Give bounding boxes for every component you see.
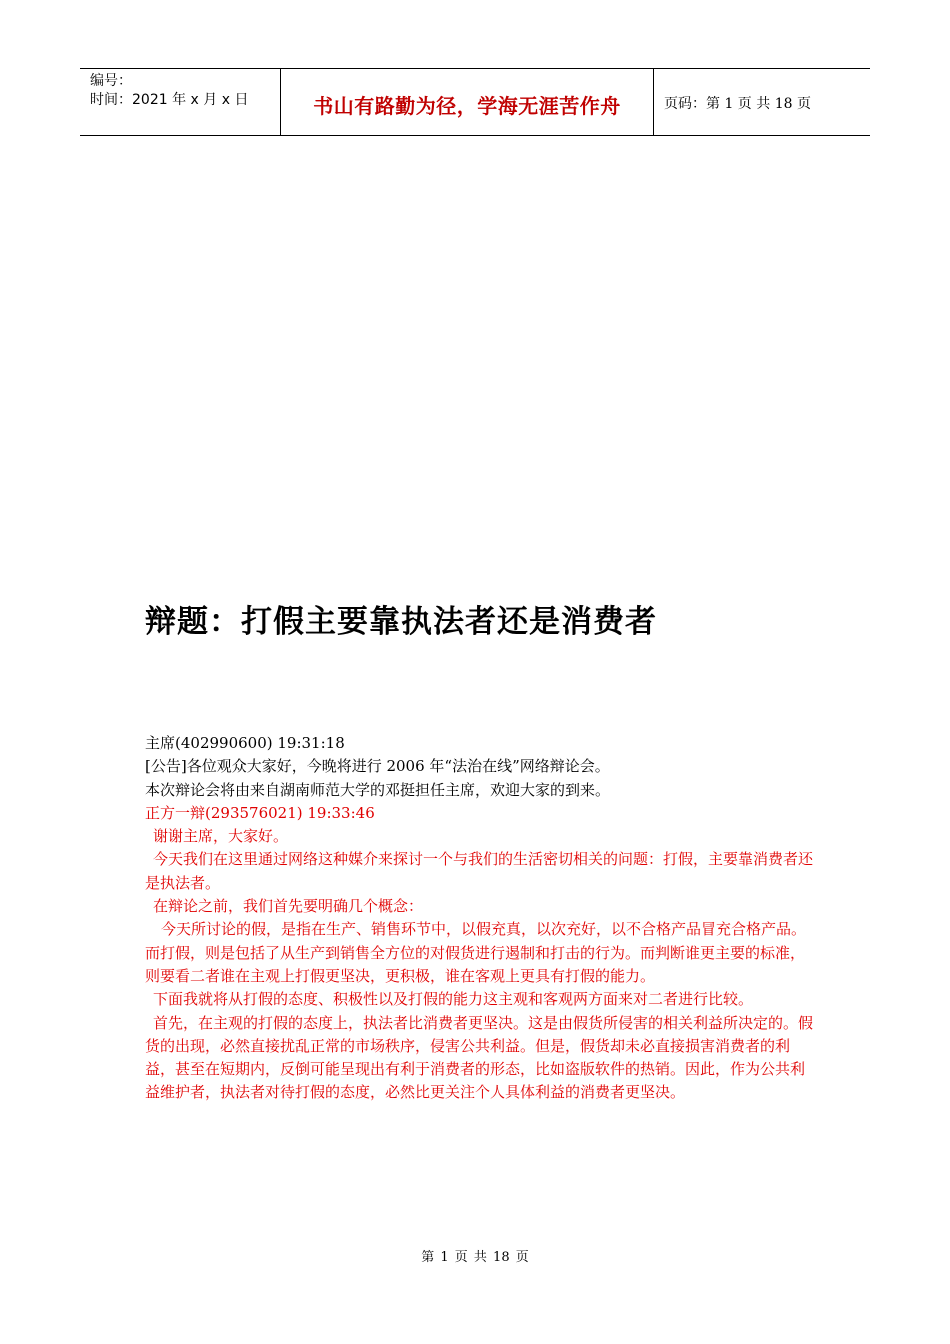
chair-intro-paragraph: 本次辩论会将由来自湖南师范大学的邓挺担任主席，欢迎大家的到来。: [145, 780, 611, 799]
debater-speaker-line: 正方一辩(293576021) 19:33:46: [145, 803, 375, 822]
header-table: [80, 68, 870, 136]
speech-paragraph: 今天我们在这里通过网络这种媒介来探讨一个与我们的生活密切相关的问题：打假，主要靠消费者还是执法者。: [145, 850, 814, 892]
serial-label: 编号：: [90, 73, 132, 89]
announcement-paragraph: [公告]各位观众大家好，今晚将进行 2006 年“法治在线”网络辩论会。: [145, 757, 610, 776]
header-meta-cell: [80, 69, 281, 135]
header-motto: 书山有路勤为径，学海无涯苦作舟: [281, 69, 654, 135]
speech-paragraph: 下面我就将从打假的态度、积极性以及打假的能力这主观和客观两方面来对二者进行比较。: [153, 990, 754, 1009]
header-page-info: 页码：第 1 页 共 18 页: [664, 96, 811, 112]
speech-paragraph: 首先，在主观的打假的态度上，执法者比消费者更坚决。这是由假货所侵害的相关利益所决定的。假货的出现，必然直接扰乱正常的市场秩序，侵害公共利益。但是，假货却未必直接损害消费者的利益，甚至在短期内，反倒可能呈现出有利于消费者的形态，比如盗版软件的热销。因此，作为公共利益维护者，执法者对待打假的态度，必然比更关注个人具体利益的消费者更坚决。: [145, 1013, 814, 1102]
page-title: 辩题：打假主要靠执法者还是消费者: [145, 604, 657, 640]
speech-paragraph: 今天所讨论的假，是指在生产、销售环节中，以假充真，以次充好，以不合格产品冒充合格产品。而打假，则是包括了从生产到销售全方位的对假货进行遏制和打击的行为。而判断谁更主要的标准，则要看二者谁在主观上打假更坚决，更积极，谁在客观上更具有打假的能力。: [145, 920, 807, 985]
speech-paragraph: 在辩论之前，我们首先要明确几个概念：: [153, 897, 424, 916]
speech-paragraph: 谢谢主席，大家好。: [153, 827, 289, 846]
page-footer: 第 1 页 共 18 页: [421, 1250, 529, 1265]
document-body: [145, 732, 815, 1105]
chair-speaker-line: 主席(402990600) 19:31:18: [145, 734, 345, 752]
time-label: 时间：2021 年 x 月 x 日: [90, 92, 249, 108]
